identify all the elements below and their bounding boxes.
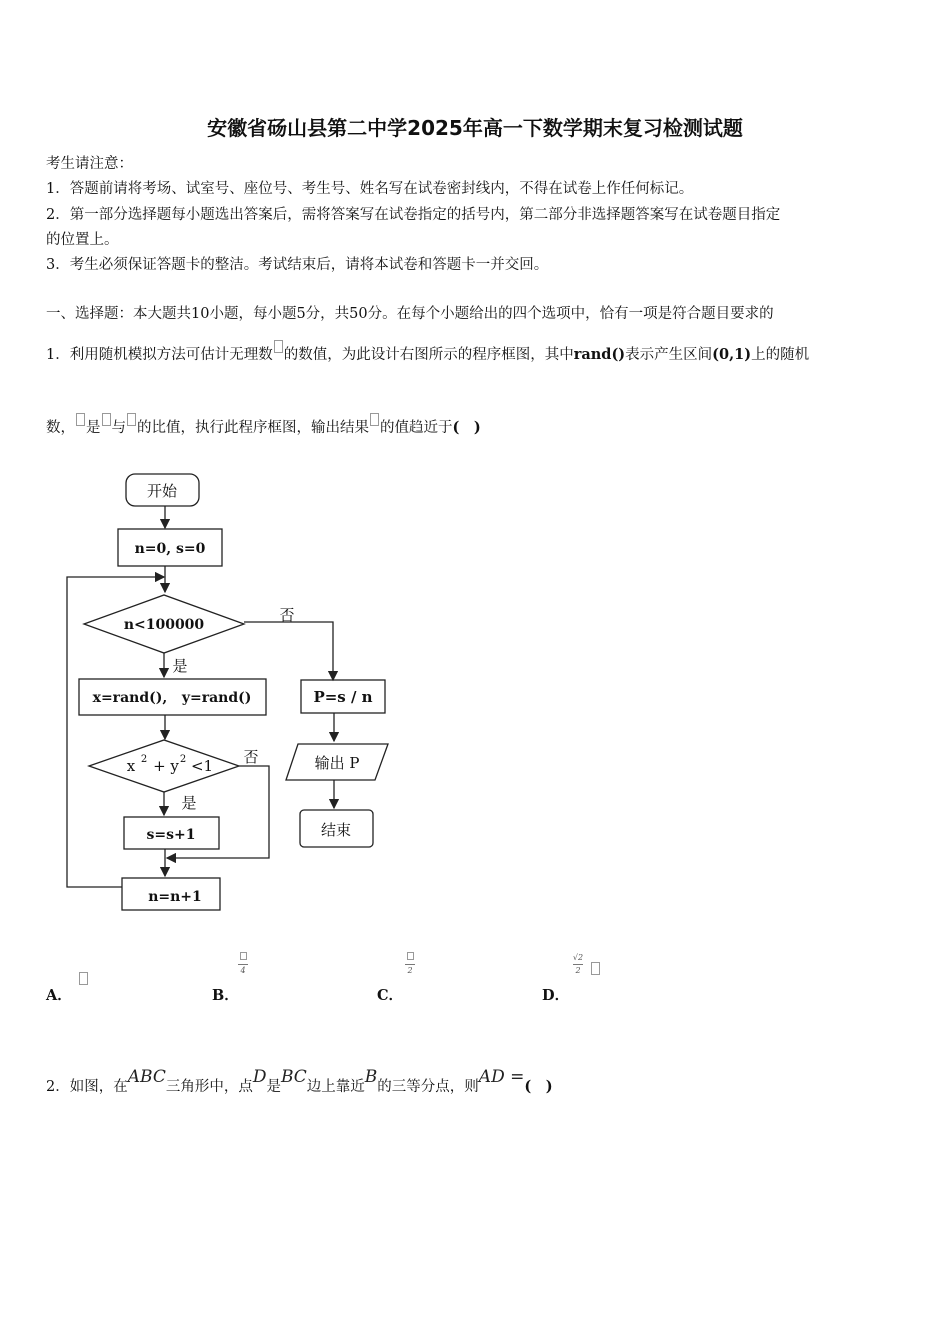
option-d-fraction	[571, 953, 585, 976]
answer-parentheses: ( )	[452, 419, 481, 436]
interval-term: (0,1)	[712, 346, 752, 363]
missing-glyph-icon	[102, 413, 111, 426]
q1-text: 是	[86, 420, 101, 436]
missing-glyph-icon	[274, 340, 283, 353]
q2-text: 的三等分点，则	[377, 1079, 479, 1095]
option-d-label: D．	[542, 987, 570, 1004]
increment-s-label: s=s+1	[146, 827, 196, 843]
q1-text: 表示产生区间	[625, 347, 713, 363]
cond-lt: <1	[190, 757, 214, 775]
question-2	[46, 1068, 553, 1105]
answer-parentheses: ( )	[524, 1078, 553, 1095]
question-1-line-2	[46, 413, 481, 437]
missing-glyph-icon	[127, 413, 136, 426]
point-d: D	[252, 1067, 267, 1087]
section-heading: 一、选择题：本大题共10小题，每小题5分，共50分。在每个小题给出的四个选项中，恰有一项是符合题目要求的	[46, 306, 774, 322]
option-a-glyph-icon	[79, 972, 88, 985]
q1-text: 的比值，执行此程序框图，输出结果	[137, 420, 369, 436]
side-bc: BC	[280, 1067, 307, 1087]
missing-glyph-icon	[76, 413, 85, 426]
option-b-fraction	[236, 952, 250, 976]
q1-text: 数，	[46, 420, 75, 436]
missing-glyph-icon	[370, 413, 379, 426]
question-number: 1．	[46, 347, 70, 363]
option-d-numerator: √2	[572, 953, 584, 962]
q1-text: 上的随机	[751, 347, 810, 363]
missing-glyph-icon	[407, 952, 414, 960]
q2-text: 三角形中，点	[165, 1079, 253, 1095]
flowchart	[0, 460, 420, 930]
notice-heading: 考生请注意：	[46, 156, 133, 172]
compute-p-label: P=s / n	[313, 688, 373, 706]
yes-label: 是	[172, 657, 188, 675]
increment-n-label: n=n+1	[148, 889, 202, 905]
cond-plus-y: + y	[153, 757, 179, 775]
notice-item-2-cont: 的位置上。	[46, 232, 119, 248]
option-c-label: C．	[377, 987, 404, 1004]
option-a-label: A．	[46, 987, 72, 1004]
question-number: 2．	[46, 1079, 70, 1095]
option-c-fraction	[403, 952, 417, 976]
q1-text: 的值趋近于	[380, 420, 453, 436]
point-b: B	[364, 1067, 378, 1087]
vector-ad: AD =	[478, 1067, 525, 1087]
cond-x: x	[126, 757, 136, 775]
triangle-abc: ABC	[127, 1067, 166, 1087]
question-1-line-1	[46, 340, 809, 364]
start-label: 开始	[146, 482, 178, 500]
end-label: 结束	[320, 821, 352, 839]
q1-text: 与	[111, 420, 126, 436]
missing-glyph-icon	[240, 952, 247, 960]
init-label: n=0, s=0	[134, 541, 206, 557]
rand-term: rand()	[573, 346, 626, 363]
no-label-2: 否	[243, 748, 259, 766]
option-c-denominator: 2	[407, 966, 413, 975]
q1-text: 的数值，为此设计右图所示的程序框图，其中	[283, 347, 574, 363]
option-b-denominator: 4	[240, 966, 246, 975]
option-d-denominator: 2	[575, 966, 581, 975]
q1-text: 利用随机模拟方法可估计无理数	[69, 347, 273, 363]
q2-text: 如图，在	[69, 1079, 128, 1095]
yes-label-2: 是	[181, 794, 197, 812]
q2-text: 是	[266, 1079, 281, 1095]
notice-item-3: 3．考生必须保证答题卡的整洁。考试结束后，请将本试卷和答题卡一并交回。	[46, 257, 549, 273]
q2-text: 边上靠近	[306, 1079, 365, 1095]
output-label: 输出 P	[314, 754, 360, 772]
cond-x-sup: 2	[140, 754, 148, 765]
notice-item-2: 2．第一部分选择题每小题选出答案后，需将答案写在试卷指定的括号内，第二部分非选择题答案写在试卷题目指定	[46, 207, 781, 223]
page-title: 安徽省砀山县第二中学2025年高一下数学期末复习检测试题	[207, 116, 743, 140]
notice-item-1: 1．答题前请将考场、试室号、座位号、考生号、姓名写在试卷密封线内，不得在试卷上作任何标记。	[46, 181, 694, 197]
option-b-label: B．	[212, 987, 239, 1004]
assign-label: x=rand(), y=rand()	[92, 690, 252, 706]
no-label: 否	[279, 606, 295, 624]
decision-n-label: n<100000	[123, 617, 205, 633]
option-d-glyph-icon	[591, 962, 600, 975]
cond-y-sup: 2	[179, 754, 187, 765]
